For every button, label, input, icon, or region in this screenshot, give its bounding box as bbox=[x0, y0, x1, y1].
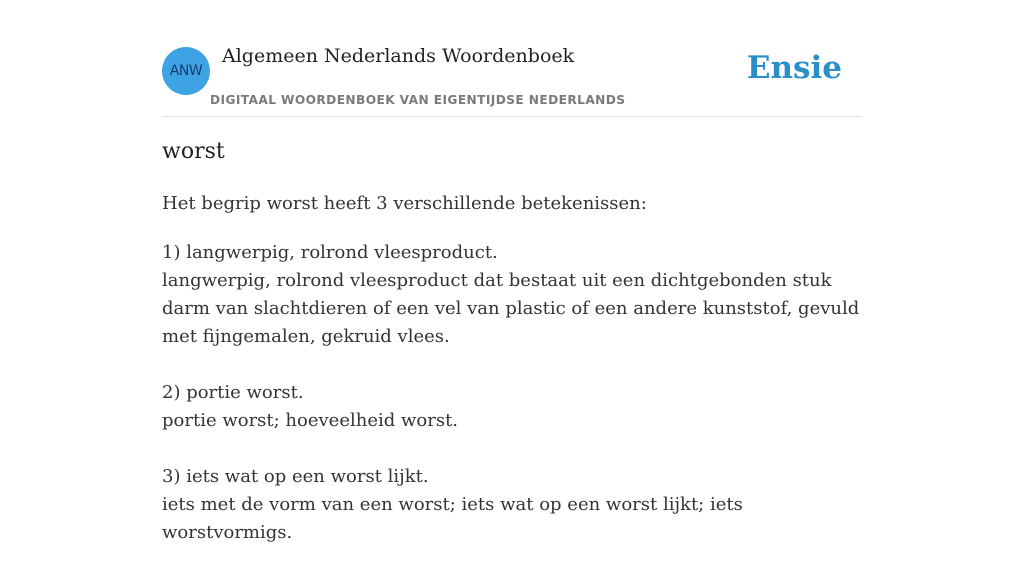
entry-intro: Het begrip worst heeft 3 verschillende betekenissen: bbox=[162, 193, 647, 214]
meaning-item bbox=[162, 239, 862, 351]
meaning-definition: iets met de vorm van een worst; iets wat op een worst lijkt; iets worstvormigs. bbox=[162, 494, 743, 543]
meaning-item bbox=[162, 463, 862, 547]
site-subtitle: DIGITAAL WOORDENBOEK VAN EIGENTIJDSE NEDERLANDS bbox=[210, 93, 626, 107]
meaning-item bbox=[162, 379, 862, 435]
meaning-heading: 1) langwerpig, rolrond vleesproduct. bbox=[162, 242, 498, 263]
meaning-definition: langwerpig, rolrond vleesproduct dat bestaat uit een dichtgebonden stuk darm van slachtdieren of een vel van plastic of een andere kunststof, gevuld met fijngemalen, gekruid vlees. bbox=[162, 270, 860, 347]
site-title[interactable]: Algemeen Nederlands Woordenboek bbox=[222, 45, 575, 67]
meanings-list bbox=[162, 239, 862, 575]
ensie-brand-link[interactable]: Ensie bbox=[746, 50, 842, 86]
logo-text: ANW bbox=[169, 63, 203, 79]
anw-logo[interactable] bbox=[162, 47, 210, 95]
meaning-heading: 2) portie worst. bbox=[162, 382, 304, 403]
meaning-definition: portie worst; hoeveelheid worst. bbox=[162, 410, 459, 431]
site-header bbox=[162, 40, 862, 117]
entry-word: worst bbox=[162, 139, 225, 164]
meaning-heading: 3) iets wat op een worst lijkt. bbox=[162, 466, 429, 487]
